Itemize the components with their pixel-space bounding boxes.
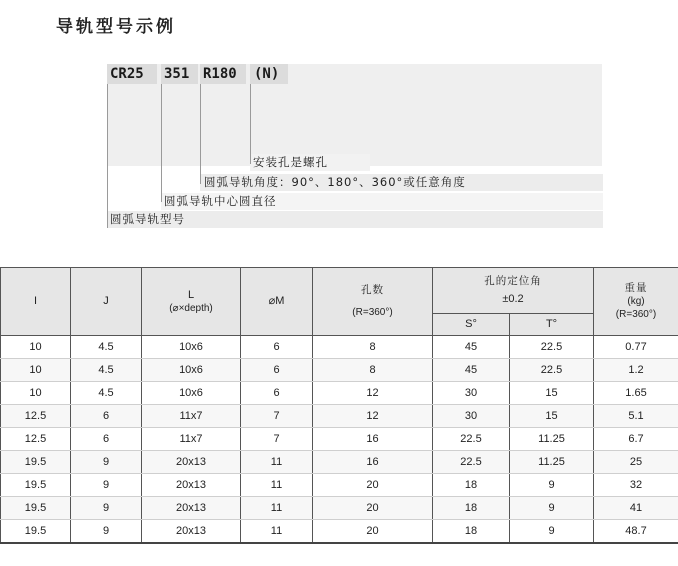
- table-row: [1, 382, 678, 405]
- cell-m: 7: [241, 405, 313, 428]
- col-header-angle-label: 孔的定位角: [484, 274, 542, 287]
- cell-weight: 41: [594, 497, 678, 520]
- cell-m: 6: [241, 336, 313, 359]
- cell-m: 11: [241, 451, 313, 474]
- cell-j: 6: [71, 428, 142, 451]
- cell-m: 6: [241, 382, 313, 405]
- cell-j: 4.5: [71, 359, 142, 382]
- table-row: [1, 451, 678, 474]
- cell-j: 6: [71, 405, 142, 428]
- col-header-l-sub: (⌀×depth): [169, 303, 213, 315]
- col-header-angle-group: [433, 268, 594, 314]
- code-segment-type: CR25: [110, 66, 144, 82]
- cell-i: 12.5: [1, 428, 71, 451]
- cell-s: 18: [433, 474, 510, 497]
- cell-m: 11: [241, 497, 313, 520]
- cell-t: 22.5: [510, 336, 594, 359]
- desc-threaded-hole: 安装孔是螺孔: [253, 155, 328, 169]
- leader-line-diameter: [161, 84, 162, 202]
- page-heading: 导轨型号示例: [56, 17, 176, 37]
- cell-j: 9: [71, 474, 142, 497]
- code-segment-diameter: 351: [164, 66, 190, 82]
- cell-j: 4.5: [71, 382, 142, 405]
- spec-table: [0, 267, 678, 544]
- cell-t: 15: [510, 382, 594, 405]
- cell-i: 19.5: [1, 474, 71, 497]
- cell-s: 45: [433, 336, 510, 359]
- cell-weight: 25: [594, 451, 678, 474]
- leader-line-n: [250, 84, 251, 164]
- col-header-weight: [594, 268, 678, 336]
- spec-table-body: [1, 336, 678, 544]
- cell-i: 10: [1, 359, 71, 382]
- cell-holes: 12: [313, 382, 433, 405]
- cell-holes: 16: [313, 428, 433, 451]
- cell-s: 30: [433, 382, 510, 405]
- cell-l: 11x7: [142, 405, 241, 428]
- cell-i: 12.5: [1, 405, 71, 428]
- cell-holes: 20: [313, 497, 433, 520]
- col-header-weight-label: 重量: [624, 281, 648, 294]
- cell-weight: 1.2: [594, 359, 678, 382]
- table-row: [1, 428, 678, 451]
- table-row: [1, 405, 678, 428]
- desc-rail-type: 圆弧导轨型号: [110, 212, 185, 226]
- col-header-m: ⌀M: [241, 268, 313, 336]
- cell-t: 9: [510, 520, 594, 544]
- cell-t: 11.25: [510, 428, 594, 451]
- col-header-holes-label: 孔数: [361, 284, 384, 297]
- desc-center-diameter: 圆弧导轨中心圆直径: [164, 194, 277, 208]
- cell-holes: 16: [313, 451, 433, 474]
- cell-s: 18: [433, 497, 510, 520]
- cell-l: 20x13: [142, 520, 241, 544]
- leader-line-angle: [200, 84, 201, 184]
- cell-i: 19.5: [1, 497, 71, 520]
- col-header-l: [142, 268, 241, 336]
- cell-i: 19.5: [1, 520, 71, 544]
- cell-m: 11: [241, 520, 313, 544]
- cell-weight: 32: [594, 474, 678, 497]
- cell-m: 6: [241, 359, 313, 382]
- model-code-diagram: [0, 0, 678, 240]
- cell-holes: 8: [313, 359, 433, 382]
- cell-j: 4.5: [71, 336, 142, 359]
- table-row: [1, 336, 678, 359]
- code-segment-n: (N): [254, 66, 280, 82]
- cell-weight: 0.77: [594, 336, 678, 359]
- col-header-s: S°: [433, 314, 510, 336]
- col-header-holes-sub: (R=360°): [352, 306, 393, 318]
- cell-t: 9: [510, 474, 594, 497]
- col-header-weight-unit: (kg): [627, 296, 645, 308]
- col-header-l-label: L: [187, 288, 195, 301]
- col-header-i: I: [1, 268, 71, 336]
- cell-j: 9: [71, 497, 142, 520]
- cell-t: 9: [510, 497, 594, 520]
- table-row: [1, 520, 678, 544]
- cell-holes: 8: [313, 336, 433, 359]
- cell-m: 11: [241, 474, 313, 497]
- col-header-j: J: [71, 268, 142, 336]
- cell-s: 45: [433, 359, 510, 382]
- cell-t: 15: [510, 405, 594, 428]
- col-header-t: T°: [510, 314, 594, 336]
- cell-l: 20x13: [142, 497, 241, 520]
- leader-line-type: [107, 84, 108, 228]
- cell-holes: 12: [313, 405, 433, 428]
- col-header-weight-sub: (R=360°): [615, 309, 657, 321]
- desc-arc-angle: 圆弧导轨角度：90°、180°、360°或任意角度: [204, 175, 466, 189]
- cell-s: 22.5: [433, 451, 510, 474]
- cell-l: 10x6: [142, 336, 241, 359]
- cell-j: 9: [71, 451, 142, 474]
- cell-i: 10: [1, 336, 71, 359]
- cell-s: 30: [433, 405, 510, 428]
- cell-holes: 20: [313, 474, 433, 497]
- cell-l: 20x13: [142, 451, 241, 474]
- cell-t: 22.5: [510, 359, 594, 382]
- cell-weight: 5.1: [594, 405, 678, 428]
- table-row: [1, 359, 678, 382]
- cell-l: 10x6: [142, 359, 241, 382]
- cell-l: 20x13: [142, 474, 241, 497]
- cell-weight: 1.65: [594, 382, 678, 405]
- cell-i: 10: [1, 382, 71, 405]
- cell-s: 18: [433, 520, 510, 544]
- cell-t: 11.25: [510, 451, 594, 474]
- col-header-holes: [313, 268, 433, 336]
- cell-s: 22.5: [433, 428, 510, 451]
- table-row: [1, 474, 678, 497]
- cell-holes: 20: [313, 520, 433, 544]
- cell-weight: 6.7: [594, 428, 678, 451]
- cell-weight: 48.7: [594, 520, 678, 544]
- cell-j: 9: [71, 520, 142, 544]
- code-segment-angle: R180: [203, 66, 237, 82]
- cell-i: 19.5: [1, 451, 71, 474]
- cell-l: 11x7: [142, 428, 241, 451]
- table-row: [1, 497, 678, 520]
- cell-l: 10x6: [142, 382, 241, 405]
- col-header-angle-tolerance: ±0.2: [502, 293, 524, 306]
- cell-m: 7: [241, 428, 313, 451]
